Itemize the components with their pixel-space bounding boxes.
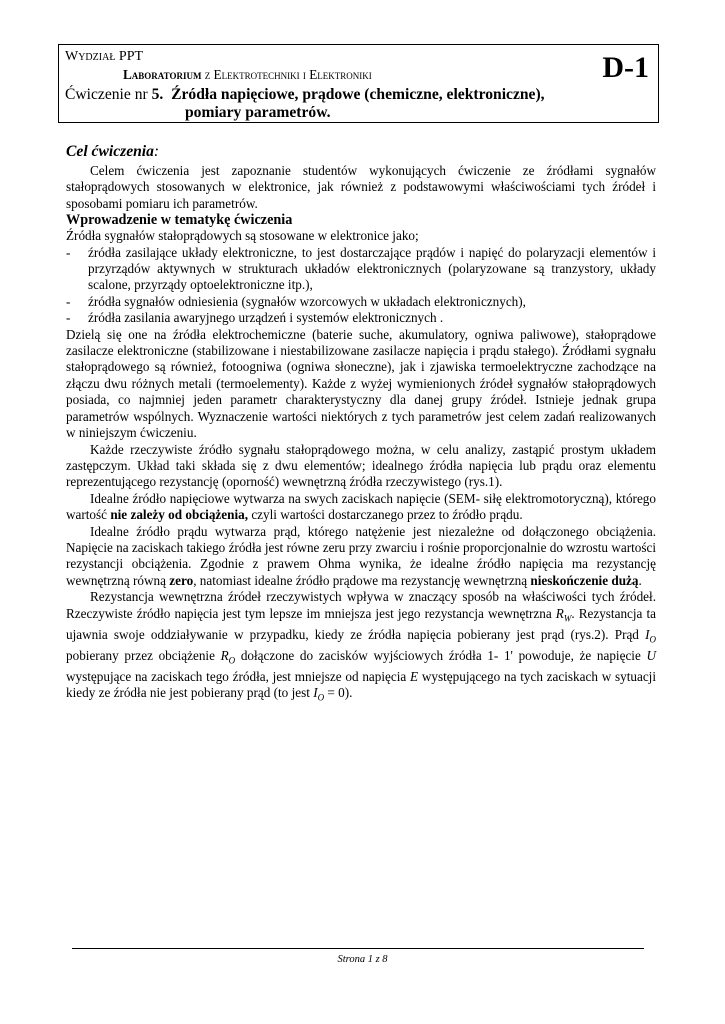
emphasis-span: zero <box>169 572 194 588</box>
text-span: . <box>638 572 642 588</box>
faculty-name: Wydział PPT <box>65 49 144 64</box>
paragraph-equivalent-circuit: Każde rzeczywiste źródło sygnału stałoprądowego można, w celu analizy, zastąpić prostym układem zastępczym. Układ taki składa się z dwu elementów; idealnego źródła napięcia lub prądu oraz elementu reprezentującego rezystancję (oporność) wewnętrzną źródła rzeczywistego (rys.1). <box>66 441 656 490</box>
bullet-dash: - <box>66 293 71 309</box>
goal-heading <box>66 143 159 161</box>
emphasis-span: nie zależy od obciążenia, <box>110 507 249 523</box>
exercise-number <box>65 86 163 103</box>
symbol-subscript: O <box>649 634 656 645</box>
symbol-subscript: W <box>563 613 572 624</box>
document-body <box>66 163 656 706</box>
emphasis-span: nieskończenie dużą <box>530 572 639 588</box>
laboratory-bold: Laboratorium <box>123 67 202 82</box>
text-span: . Rezystancja ta ujawnia swoje oddziaływanie w przypadku, kiedy ze źródła napięcia pobierany jest prąd (rys.2). Prąd <box>66 605 657 642</box>
text-span: , natomiast idealne źródło prądowe ma rezystancję wewnętrzną <box>193 572 531 588</box>
footer-divider <box>72 948 644 949</box>
text-span: występujące na zaciskach tego źródła, jest mniejsze od napięcia <box>66 668 411 684</box>
goal-heading-colon: : <box>153 143 160 160</box>
symbol-subscript: O <box>228 655 236 666</box>
symbol-I: I <box>645 626 650 642</box>
exercise-number-value: 5. <box>151 86 164 103</box>
text-span: Idealne źródło prądu wytwarza prąd, którego natężenie jest niezależne od dołączonego obciążenia. Napięcie na zaciskach takiego źródła jest równe zeru przy zwarciu i rośnie proporcjonalnie do wzrostu wartości rezystancji obciążenia. Zgodnie z prawem Ohma wynika, że idealne źródło napięcia ma rezystancję wewnętrzną równą <box>66 523 656 588</box>
paragraph-sources: Dzielą się one na źródła elektrochemiczne (baterie suche, akumulatory, ogniwa paliwowe), stałoprądowe zasilacze elektroniczne (stabilizowane i niestabilizowane zasilacze napięcia i prądu stałego). Źródłami sygnału stałoprądowego są również, fotoogniwa (ogniwa słoneczne), jak i zjawiska termoelektryczne zachodzące na złączu dwu różnych metali (termoelementy). Każde z wyżej wymienionych źródeł sygnałów stałoprądowych posiada, co najmniej jeden parametr charakterystyczny dla danej grupy źródeł. Istnieje jednak grupa parametrów wspólnych. Wyznaczenie wartości niektórych z tych parametrów jest celem zadań realizowanych w niniejszym ćwiczeniu. <box>66 326 656 441</box>
symbol-I: I <box>313 685 318 701</box>
paragraph-ideal-current-source <box>66 524 656 590</box>
bullet-dash: - <box>66 244 71 260</box>
goal-heading-text: Cel ćwiczenia <box>66 143 154 160</box>
intro-heading: Wprowadzenie w tematykę ćwiczenia <box>66 212 293 229</box>
list-item <box>66 294 656 310</box>
exercise-title <box>65 86 545 122</box>
intro-lead: Źródła sygnałów stałoprądowych są stosowane w elektronice jako; <box>66 228 419 244</box>
exercise-prefix: Ćwiczenie nr <box>65 86 152 103</box>
bullet-text: źródła sygnałów odniesienia (sygnałów wzorcowych w układach elektronicznych), <box>88 293 526 309</box>
list-item <box>66 245 656 294</box>
text-span: Rezystancja wewnętrzna źródeł rzeczywistych wpływa w znaczący sposób na właściwości tych źródeł. Rzeczywiste źródło napięcia jest tym lepsze im mniejsza jest jego rezystancja wewnętrzna <box>66 589 656 621</box>
text-span: czyli wartości dostarczanego przez to źródło prądu. <box>248 507 523 523</box>
laboratory-rest: z Elektrotechniki i Elektroniki <box>201 67 372 82</box>
page-number: Strona 1 z 8 <box>337 954 388 965</box>
bullet-dash: - <box>66 310 71 326</box>
text-span: = 0). <box>324 685 353 701</box>
symbol-R: R <box>220 647 229 663</box>
paragraph-ideal-voltage-source <box>66 491 656 524</box>
goal-paragraph: Celem ćwiczenia jest zapoznanie studentów wykonujących ćwiczenie ze źródłami sygnałów stałoprądowych stosowanych w elektronice, jak również z podstawowymi właściwościami tych źródeł i sposobami pomiaru ich parametrów. <box>66 163 656 211</box>
text-span: występującego na tych zaciskach w sytuacji kiedy ze źródła nie jest pobierany prąd (to jest <box>66 668 656 701</box>
bullet-text: źródła zasilające układy elektroniczne, to jest dostarczające prądów i napięć do polaryzacji elementów i przyrządów aktywnych w strukturach układów elektronicznych (polaryzowane są tranzystory, układy scalone, przyrządy optoelektroniczne itp.), <box>88 244 656 293</box>
text-span: pobierany przez obciążenie <box>66 647 221 663</box>
symbol-U: U <box>646 647 657 663</box>
exercise-code: D-1 <box>602 51 649 84</box>
symbol-R: R <box>555 605 564 621</box>
exercise-title-line2: pomiary parametrów. <box>185 104 331 121</box>
paragraph-internal-resistance <box>66 589 656 706</box>
laboratory-name <box>123 67 372 83</box>
symbol-subscript: O <box>317 692 325 703</box>
exercise-title-line1: Źródła napięciowe, prądowe (chemiczne, elektroniczne), <box>171 86 545 103</box>
symbol-E: E <box>410 668 419 684</box>
text-span: Idealne źródło napięciowe wytwarza na swych zaciskach napięcie (SEM- siłę elektromotoryczną), którego wartość <box>66 490 656 523</box>
list-item <box>66 310 656 326</box>
document-header-box <box>58 44 659 123</box>
bullet-text: źródła zasilania awaryjnego urządzeń i systemów elektronicznych . <box>88 310 444 326</box>
text-span: dołączone do zacisków wyjściowych źródła 1- 1' powoduje, że napięcie <box>235 647 647 663</box>
